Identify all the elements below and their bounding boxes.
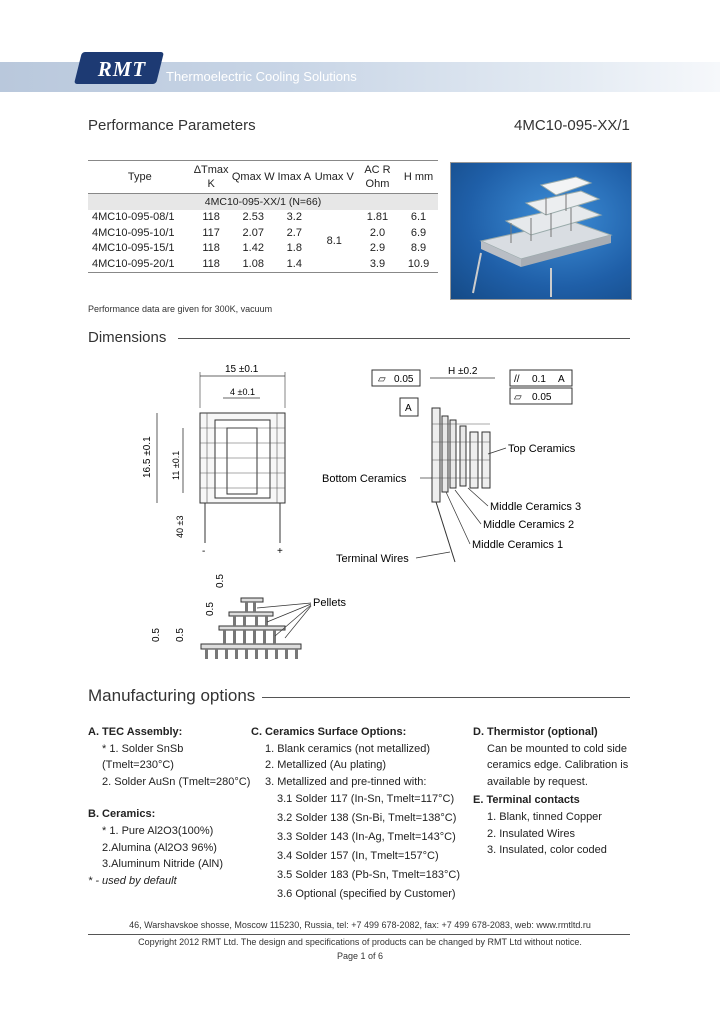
flatness2-value: 0.05 <box>532 392 552 403</box>
flatness-symbol: ⏥ <box>378 374 386 385</box>
width-label: 15 ±0.1 <box>225 364 259 375</box>
list-item: 2. Insulated Wires <box>487 827 576 840</box>
page-number: Page 1 of 6 <box>336 951 384 961</box>
h-dimension: H ±0.2 <box>448 366 478 377</box>
manufacturing-col-2 <box>251 724 476 904</box>
manufacturing-col-1 <box>88 724 253 889</box>
flatness-value: 0.05 <box>394 374 414 385</box>
datum-ref: A <box>558 374 565 385</box>
footer-address: 46, Warshavskoe shosse, Moscow 115230, Russia, tel: +7 499 678-2082, fax: +7 499 678-2083, web: www.rmtltd.ru <box>129 920 591 930</box>
umax-shared: 8.1 <box>326 234 342 247</box>
list-item: 3.4 Solder 157 (In, Tmelt=157°C) <box>277 850 439 863</box>
list-item: Can be mounted to cold side <box>487 742 628 755</box>
minus-terminal: - <box>202 546 206 557</box>
thermistor-heading: D. Thermistor (optional) <box>473 726 598 738</box>
parallel-value: 0.1 <box>532 374 546 385</box>
table-group-row: 4MC10-095-XX/1 (N=66) <box>88 194 438 210</box>
step-label-top: 0.5 <box>215 574 226 588</box>
list-item: 2. Metallized (Au plating) <box>265 759 387 772</box>
performance-note: Performance data are given for 300K, vacuum <box>88 304 273 314</box>
ceramics-heading: B. Ceramics: <box>88 808 156 821</box>
list-item: 3.6 Optional (specified by Customer) <box>277 888 456 901</box>
col-dtmax: ΔTmax K <box>193 164 229 190</box>
section-title-manufacturing: Manufacturing options <box>88 686 256 705</box>
logo: RMT <box>97 57 147 81</box>
footer-divider <box>88 934 630 935</box>
list-item: ceramics edge. Calibration is <box>487 759 629 772</box>
surface-options-heading: C. Ceramics Surface Options: <box>251 726 407 738</box>
col-umax: Umax V <box>314 171 354 183</box>
list-item: 1. Blank, tinned Copper <box>487 810 602 823</box>
list-item: 2. Solder AuSn (Tmelt=280°C) <box>102 775 251 788</box>
product-photo <box>450 162 632 300</box>
list-item: 3.2 Solder 138 (Sn-Bi, Tmelt=138°C) <box>277 812 457 825</box>
table-row: 4MC10-095-10/1 117 2.07 2.7 2.0 6.9 <box>92 226 427 239</box>
list-item: 3.1 Solder 117 (In-Sn, Tmelt=117°C) <box>277 793 455 806</box>
col-qmax: Qmax W <box>231 171 275 183</box>
list-item: * 1. Pure Al2O3(100%) <box>102 824 214 837</box>
wire-length-label: 40 ±3 <box>175 515 185 538</box>
list-item: 3. Insulated, color coded <box>487 844 607 857</box>
list-item: available by request. <box>487 775 588 788</box>
terminal-contacts-heading: E. Terminal contacts <box>473 794 580 807</box>
section-title-dimensions: Dimensions <box>88 329 167 346</box>
manufacturing-col-3 <box>473 724 633 859</box>
tagline: Thermoelectric Cooling Solutions <box>166 69 357 84</box>
step-label-bottom: 0.5 <box>151 628 162 642</box>
terminal-wires-label: Terminal Wires <box>336 553 409 565</box>
middle-ceramics-3-label: Middle Ceramics 3 <box>490 501 582 513</box>
side-view-drawing <box>320 362 620 567</box>
table-row: 4MC10-095-15/1 118 1.42 1.8 2.9 8.9 <box>92 242 427 255</box>
tec-module-illustration <box>451 163 631 299</box>
front-view-drawing <box>135 358 305 558</box>
inner-height-label: 11 ±0.1 <box>171 450 181 480</box>
step-label-3: 0.5 <box>175 628 186 642</box>
datum-label: A <box>405 403 412 414</box>
table-row: 4MC10-095-08/1 118 2.53 3.2 8.1 1.81 6.1 <box>88 210 438 226</box>
list-item: * 1. Solder SnSb (Tmelt=230°C) <box>102 742 184 772</box>
step-label-2: 0.5 <box>205 602 216 616</box>
section-title-performance: Performance Parameters <box>88 117 256 134</box>
table-header-row <box>88 161 438 194</box>
col-imax: Imax A <box>277 171 312 183</box>
middle-ceramics-1-label: Middle Ceramics 1 <box>472 539 564 551</box>
col-acr: AC R Ohm <box>364 164 391 190</box>
middle-ceramics-2-label: Middle Ceramics 2 <box>483 519 575 531</box>
model-number: 4MC10-095-XX/1 <box>514 117 630 134</box>
divider <box>262 697 630 698</box>
flatness2-symbol: ⏥ <box>514 392 522 403</box>
col-h: H mm <box>403 171 434 183</box>
col-type: Type <box>127 171 152 183</box>
pellets-label: Pellets <box>313 597 347 609</box>
parallel-symbol: // <box>514 374 520 385</box>
list-item: 2.Alumina (Al2O3 96%) <box>102 841 217 854</box>
table-row: 4MC10-095-20/1 118 1.08 1.4 3.9 10.9 <box>88 256 438 272</box>
stack-profile-drawing <box>145 566 365 662</box>
list-item: 3. Metallized and pre-tinned with: <box>265 775 427 788</box>
height-label: 16.5 ±0.1 <box>142 436 153 478</box>
footer-copyright: Copyright 2012 RMT Ltd. The design and specifications of products can be changed by RMT Ltd without notice. <box>138 937 582 947</box>
list-item: 3.5 Solder 183 (Pb-Sn, Tmelt=183°C) <box>277 869 461 882</box>
tec-assembly-heading: A. TEC Assembly: <box>88 726 183 738</box>
bottom-ceramics-label: Bottom Ceramics <box>322 473 407 485</box>
plus-terminal: + <box>277 546 283 557</box>
top-ceramics-label: Top Ceramics <box>508 443 576 455</box>
divider <box>178 338 630 339</box>
list-item: 3.Aluminum Nitride (AlN) <box>102 858 224 871</box>
inner-width-label: 4 ±0.1 <box>230 387 255 397</box>
list-item: 1. Blank ceramics (not metallized) <box>265 742 431 755</box>
default-note: * - used by default <box>88 874 177 887</box>
list-item: 3.3 Solder 143 (In-Ag, Tmelt=143°C) <box>277 831 456 844</box>
performance-table <box>88 160 438 273</box>
